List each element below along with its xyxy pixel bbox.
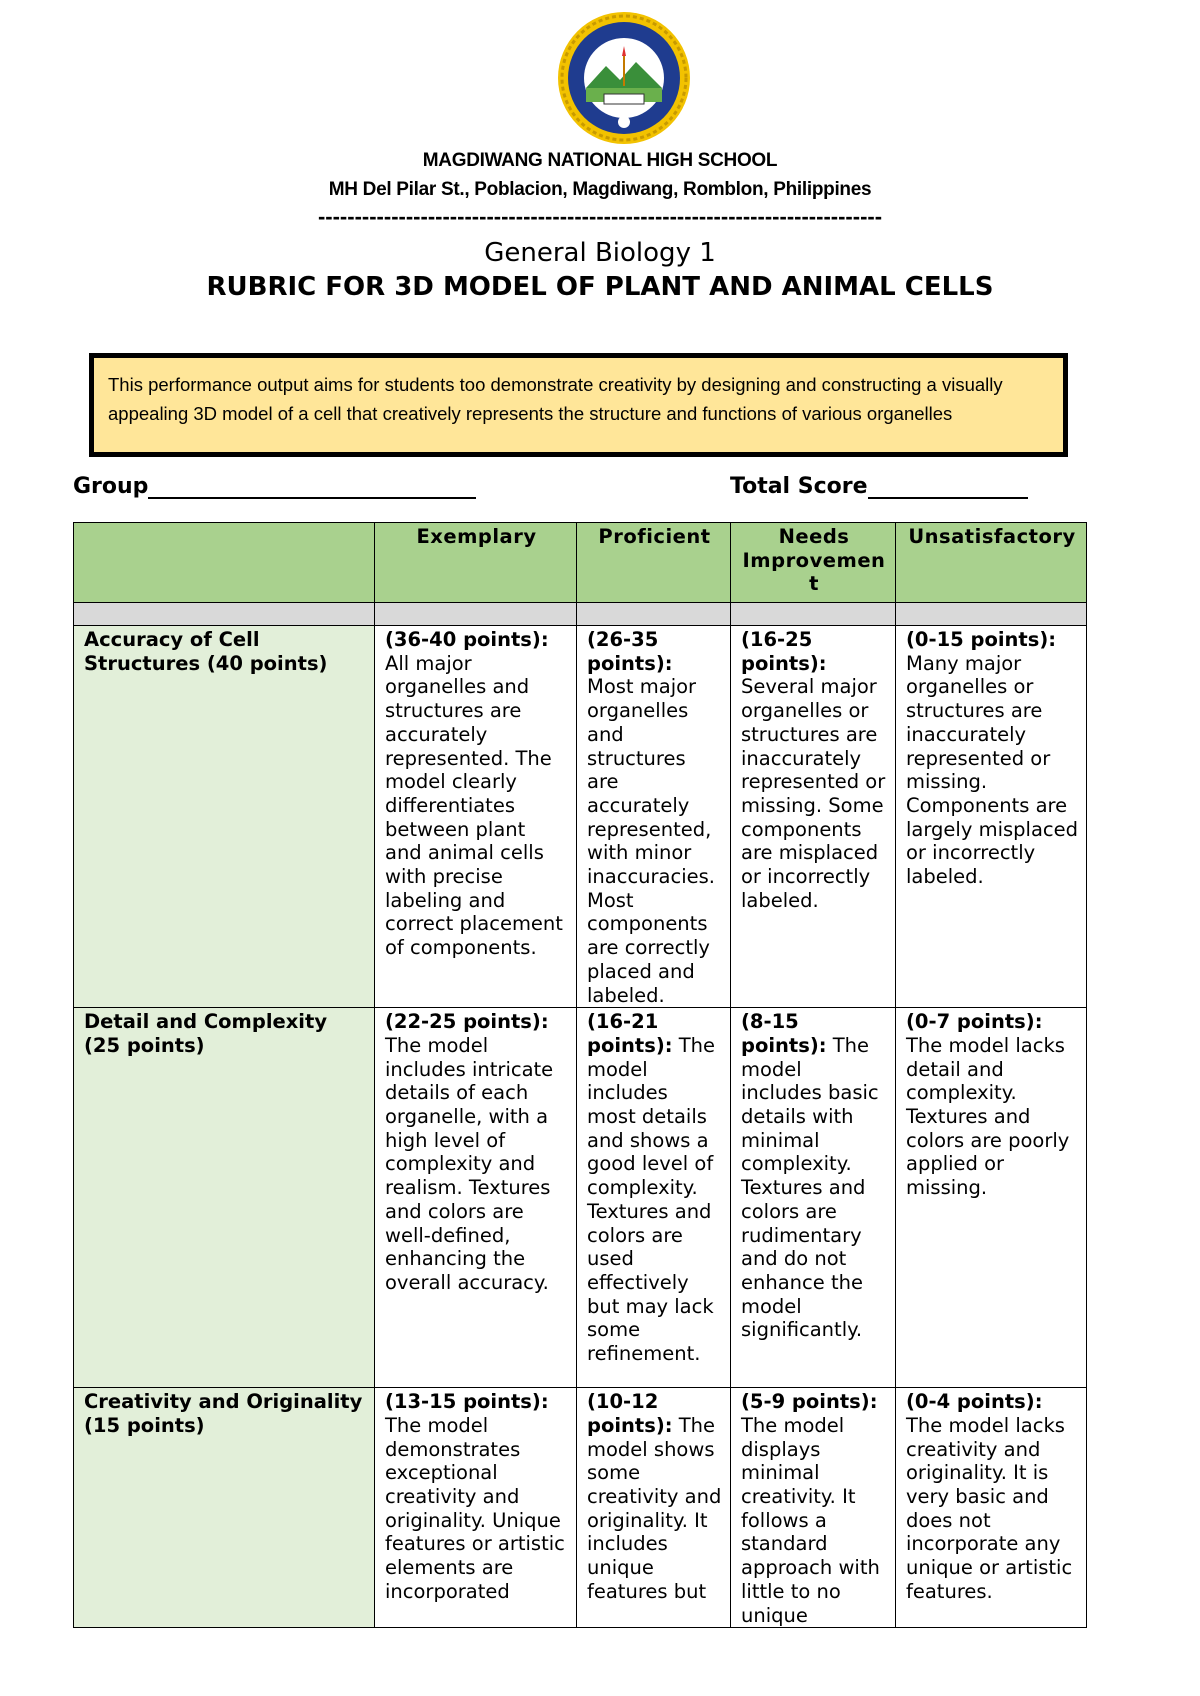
table-row: [74, 1008, 1087, 1388]
group-label: Group: [73, 474, 149, 499]
descriptor: The model lacks creativity and originality. It is very basic and does not incorporate any unique or artistic features.: [906, 1413, 1073, 1603]
points-range: (26-35 points):: [587, 628, 673, 675]
points-range: (13-15 points):: [385, 1390, 549, 1414]
rubric-title: RUBRIC FOR 3D MODEL OF PLANT AND ANIMAL CELLS: [206, 272, 994, 302]
descriptor: The model displays minimal creativity. It follows a standard approach with little to no unique: [741, 1413, 880, 1627]
total-score-field[interactable]: [730, 474, 1028, 499]
rubric-cell: [577, 1388, 731, 1628]
spacer-row: [74, 603, 1087, 626]
descriptor: The model includes most details and shows a good level of complexity. Textures and colors are used effectively but may lack some refinement.: [587, 1033, 716, 1366]
descriptor: The model includes basic details with minimal complexity. Textures and colors are rudimentary and do not enhance the model significantly.: [741, 1033, 879, 1342]
table-header-row: [74, 523, 1087, 603]
group-field[interactable]: [73, 474, 476, 499]
header-needs-improvement: Needs Improvement: [731, 523, 896, 603]
descriptor: The model includes intricate details of each organelle, with a high level of complexity and realism. Textures and colors are well-defined, enhancing the overall accuracy.: [385, 1033, 554, 1294]
points-range: (0-4 points):: [906, 1390, 1043, 1414]
points-range: (22-25 points):: [385, 1010, 549, 1034]
subject-title: General Biology 1: [484, 238, 716, 268]
spacer-cell: [375, 603, 577, 626]
rubric-cell: [375, 1008, 577, 1388]
group-blank[interactable]: [148, 475, 476, 499]
table-row: [74, 1388, 1087, 1628]
rubric-table: [73, 522, 1087, 1628]
header-separator: -----------------------------------------------------------------------------: [317, 204, 883, 229]
header-unsatisfactory: Unsatisfactory: [896, 523, 1087, 603]
spacer-cell: [731, 603, 896, 626]
school-name: MAGDIWANG NATIONAL HIGH SCHOOL: [422, 150, 778, 171]
aim-box: This performance output aims for students too demonstrate creativity by designing and constructing a visually appealing 3D model of a cell that creatively represents the structure and functions of various organelles: [89, 353, 1068, 457]
points-range: (5-9 points):: [741, 1390, 878, 1414]
points-range: (16-21 points):: [587, 1010, 673, 1057]
criterion-cell: Creativity and Originality (15 points): [74, 1388, 375, 1628]
descriptor: Many major organelles or structures are inaccurately represented or missing. Components are largely misplaced or incorrectly labeled.: [906, 651, 1078, 889]
rubric-cell: [577, 626, 731, 1008]
points-range: (0-7 points):: [906, 1010, 1043, 1034]
criterion-cell: Detail and Complexity (25 points): [74, 1008, 375, 1388]
criterion-cell: Accuracy of Cell Structures (40 points): [74, 626, 375, 1008]
descriptor: The model demonstrates exceptional creativity and originality. Unique features or artistic elements are incorporated: [385, 1413, 565, 1603]
rubric-cell: [375, 626, 577, 1008]
rubric-cell: [731, 626, 896, 1008]
points-range: (0-15 points):: [906, 628, 1057, 651]
spacer-cell: [896, 603, 1087, 626]
header-blank: [74, 523, 375, 603]
spacer-cell: [74, 603, 375, 626]
points-range: (16-25 points):: [741, 628, 827, 675]
school-address: MH Del Pilar St., Poblacion, Magdiwang, Romblon, Philippines: [328, 179, 872, 200]
descriptor: Most major organelles and structures are accurately represented, with minor inaccuracies. Most components are correctly placed and labeled.: [587, 675, 715, 1007]
header-proficient: Proficient: [577, 523, 731, 603]
descriptor: All major organelles and structures are accurately represented. The model clearly differentiates between plant and animal cells with precise labeling and correct placement of components.: [385, 651, 563, 960]
points-range: (10-12 points):: [587, 1390, 673, 1437]
points-range: (8-15 points):: [741, 1010, 827, 1057]
points-range: (36-40 points):: [385, 628, 549, 651]
rubric-cell: [375, 1388, 577, 1628]
rubric-cell: [896, 1008, 1087, 1388]
total-score-blank[interactable]: [868, 475, 1028, 499]
rubric-cell: [731, 1008, 896, 1388]
descriptor: The model lacks detail and complexity. Textures and colors are poorly applied or missing.: [906, 1033, 1070, 1200]
rubric-cell: [896, 1388, 1087, 1628]
header-exemplary: Exemplary: [375, 523, 577, 603]
descriptor: Several major organelles or structures are inaccurately represented or missing. Some components are misplaced or incorrectly labeled.: [741, 675, 886, 912]
spacer-cell: [577, 603, 731, 626]
descriptor: The model shows some creativity and originality. It includes unique features but: [587, 1413, 722, 1603]
rubric-cell: [731, 1388, 896, 1628]
table-row: [74, 626, 1087, 1008]
school-logo: [556, 10, 692, 146]
rubric-cell: [896, 626, 1087, 1008]
total-score-label: Total Score: [730, 474, 868, 499]
rubric-cell: [577, 1008, 731, 1388]
